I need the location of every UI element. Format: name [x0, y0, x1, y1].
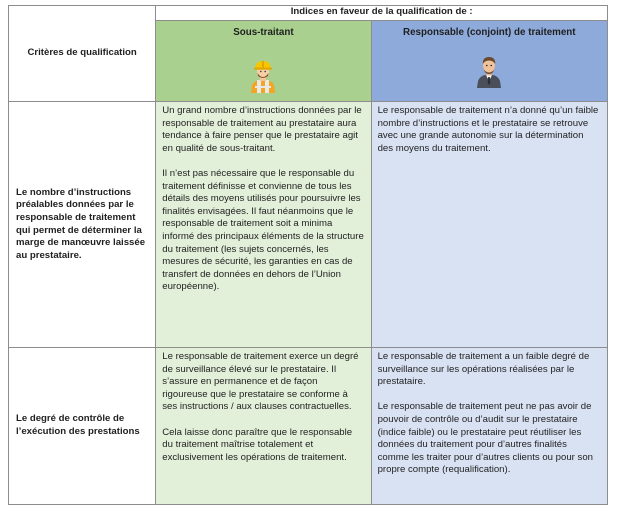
criterion-cell: Le nombre d’instructions préalables données par le responsable de traitement qui permet de déterminer la marge de manœuvre laissée au prestataire. — [9, 102, 156, 348]
construction-worker-icon — [248, 59, 278, 98]
cell-paragraph: Le responsable de traitement exerce un degré de surveillance élevé sur le prestataire. Il s’assure en permanence et de façon rigoureuse que le prestataire se conforme à ses instructions / aux clauses contractuelles. — [162, 351, 359, 413]
sub-contractor-header — [156, 21, 371, 102]
businessman-icon — [474, 54, 504, 93]
sub-contractor-title: Sous-traitant — [233, 27, 294, 38]
controller-cell — [371, 102, 607, 348]
controller-title: Responsable (conjoint) de traitement — [403, 27, 576, 38]
cell-paragraph: Il n’est pas nécessaire que le responsable du traitement définisse et convienne de tous les détails des moyens utilisés pour poursuivre les finalités envisagées. Il faut néanmoins que le responsable de traitement soit a minima informé des principaux éléments de la structure du traitement (les sujets concernés, les mesures de sécurité, les garanties en cas de transfert de données en dehors de l’Union européenne). — [162, 167, 364, 293]
criteria-heading: Critères de qualification — [9, 6, 156, 102]
cell-paragraph: Cela laisse donc paraître que le responsable du traitement maîtrise totalement et exclusivement les opérations de traitement. — [162, 426, 353, 463]
controller-cell — [371, 348, 607, 505]
sub-contractor-cell — [156, 348, 371, 505]
cell-paragraph: Le responsable de traitement a un faible degré de surveillance sur les opérations réalisées par le prestataire. — [377, 351, 590, 388]
sub-contractor-cell — [156, 102, 371, 348]
qualification-table — [8, 5, 608, 505]
cell-paragraph: Un grand nombre d’instructions données par le responsable de traitement au prestataire aura tendance à faire penser que le prestataire agit en qualité de sous-traitant. — [162, 105, 362, 154]
cell-paragraph: Le responsable de traitement n’a donné qu’un faible nombre d’instructions et le prestataire se retrouve avec une grande autonomie sur la détermination des moyens du traitement. — [377, 105, 599, 154]
controller-header — [371, 21, 607, 102]
table-row — [9, 102, 608, 348]
table-row — [9, 348, 608, 505]
criterion-cell: Le degré de contrôle de l’exécution des prestations — [9, 348, 156, 505]
table-top-title: Indices en faveur de la qualification de : — [156, 6, 608, 21]
cell-paragraph: Le responsable de traitement peut ne pas avoir de pouvoir de contrôle ou d’audit sur le prestataire (indice faible) ou le prestataire peut réutiliser les données du traitement pour d’autres finalités comme les traiter pour d’autres clients ou pour son propre compte (requalification). — [377, 401, 594, 476]
